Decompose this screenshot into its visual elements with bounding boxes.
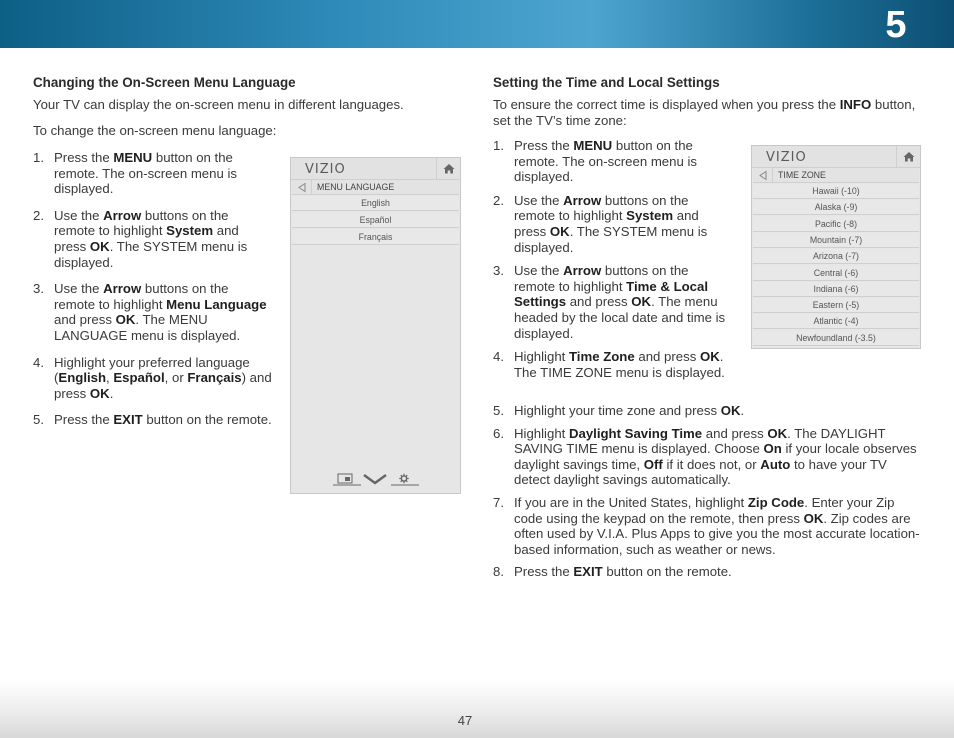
list-item bbox=[33, 208, 273, 270]
vizio-logo: VIZIO bbox=[305, 162, 346, 177]
bold-term: English bbox=[58, 370, 107, 386]
tv-time-zone-option: Mountain (-7) bbox=[753, 233, 919, 248]
text-run: and press bbox=[54, 223, 239, 254]
text-run: . The TIME ZONE menu is displayed. bbox=[514, 349, 725, 380]
tv-time-zone-screenshot bbox=[751, 145, 921, 349]
text-run: Use the bbox=[54, 207, 104, 223]
bold-term: MENU bbox=[573, 138, 613, 153]
bold-term: OK bbox=[720, 403, 741, 418]
text-run: To ensure the correct time is displayed when you press the bbox=[493, 97, 840, 112]
text-run: button on the remote. bbox=[142, 412, 272, 428]
text-run: ) and press bbox=[54, 370, 272, 401]
text-run: Press the bbox=[54, 150, 114, 165]
text-run: if it does not, or bbox=[662, 456, 761, 472]
step-text bbox=[54, 412, 272, 427]
text-run: Highlight your time zone and press bbox=[514, 403, 721, 418]
step-text bbox=[54, 281, 267, 343]
step-number: 2. bbox=[33, 207, 44, 223]
page-number: 47 bbox=[457, 713, 473, 728]
tv-option-espanol: Español bbox=[292, 213, 459, 228]
step-number: 3. bbox=[493, 263, 504, 279]
bold-term: Arrow bbox=[103, 281, 142, 297]
chevron-down-icon bbox=[364, 475, 386, 483]
step-number: 8. bbox=[493, 564, 504, 580]
step-text bbox=[514, 495, 920, 557]
bold-term: Arrow bbox=[563, 263, 602, 279]
bold-term: OK bbox=[803, 510, 824, 526]
home-icon bbox=[436, 158, 460, 180]
tv-time-zone-option: Newfoundland (-3.5) bbox=[753, 331, 919, 346]
list-item bbox=[493, 193, 731, 255]
bold-term: MENU bbox=[113, 150, 153, 165]
vizio-logo: VIZIO bbox=[766, 150, 807, 165]
bold-term: Time Zone bbox=[568, 349, 635, 365]
step-number: 1. bbox=[493, 138, 504, 153]
right-intro bbox=[493, 97, 925, 128]
text-run: and press bbox=[514, 208, 699, 239]
step-number: 3. bbox=[33, 281, 44, 297]
left-steps-list bbox=[33, 150, 273, 428]
bold-term: EXIT bbox=[113, 412, 143, 428]
list-item bbox=[493, 138, 731, 185]
text-run: buttons on the remote to highlight bbox=[514, 263, 689, 294]
list-item bbox=[493, 263, 731, 341]
footer-bar bbox=[0, 680, 954, 738]
text-run: and press bbox=[54, 312, 116, 328]
text-run: button, set the TV’s time zone: bbox=[493, 97, 916, 128]
bold-term: EXIT bbox=[573, 564, 603, 580]
step-text bbox=[514, 564, 732, 579]
step-text bbox=[54, 208, 247, 270]
bold-term: Off bbox=[643, 456, 663, 472]
list-item bbox=[33, 150, 273, 197]
text-run: buttons on the remote to highlight bbox=[54, 207, 229, 239]
bold-term: Español bbox=[113, 370, 165, 386]
bold-term: Auto bbox=[760, 456, 791, 472]
header-bar bbox=[0, 0, 954, 48]
bold-term: On bbox=[763, 441, 782, 457]
step-text bbox=[514, 403, 744, 418]
back-arrow-icon bbox=[753, 168, 773, 183]
list-item bbox=[493, 403, 925, 419]
step-text bbox=[514, 349, 725, 380]
bold-term: OK bbox=[115, 312, 136, 328]
bold-term: OK bbox=[89, 385, 110, 401]
text-run: if your locale observes daylight savings time, bbox=[514, 441, 917, 472]
text-run: Press the bbox=[514, 138, 574, 153]
text-run: Use the bbox=[54, 281, 104, 297]
bold-term: Arrow bbox=[563, 192, 602, 208]
step-number: 5. bbox=[33, 412, 44, 428]
left-heading: Changing the On-Screen Menu Language bbox=[33, 75, 296, 90]
text-run: , bbox=[106, 370, 114, 386]
text-run: Press the bbox=[514, 564, 574, 580]
text-run: . The DAYLIGHT SAVING TIME menu is displayed. Choose bbox=[514, 425, 886, 457]
tv-time-zone-option: Indiana (-6) bbox=[753, 282, 919, 297]
step-number: 4. bbox=[33, 354, 44, 370]
left-intro: Your TV can display the on-screen menu in different languages. bbox=[33, 97, 404, 112]
step-number: 7. bbox=[493, 494, 504, 510]
text-run: . The MENU LANGUAGE menu is displayed. bbox=[54, 312, 241, 343]
step-text bbox=[514, 263, 725, 340]
text-run: and press bbox=[634, 349, 700, 365]
tv-menu-title: MENU LANGUAGE bbox=[317, 182, 395, 192]
bold-term: Daylight Saving Time bbox=[568, 425, 703, 441]
widget-icon bbox=[333, 474, 361, 485]
list-item bbox=[33, 412, 273, 428]
text-run: . Zip codes are often used by V.I.A. Plus Apps to give you the most accurate location-based information, such as weather or news. bbox=[514, 510, 920, 557]
list-item bbox=[493, 564, 925, 580]
home-icon bbox=[896, 146, 920, 168]
bold-term: OK bbox=[549, 223, 570, 239]
bold-term: Français bbox=[187, 370, 242, 386]
tv-top-bar bbox=[291, 158, 460, 180]
bold-term: Menu Language bbox=[166, 296, 267, 312]
tv-time-zone-option: Hawaii (-10) bbox=[753, 184, 919, 199]
right-steps-list-narrow bbox=[493, 138, 731, 380]
tv-option-francais: Français bbox=[292, 230, 459, 245]
tv-option-english: English bbox=[292, 196, 459, 211]
gear-icon bbox=[391, 474, 419, 485]
bold-term: OK bbox=[767, 425, 788, 441]
tv-top-bar bbox=[752, 146, 920, 168]
step-number: 4. bbox=[493, 349, 504, 365]
list-item bbox=[33, 281, 273, 343]
step-number: 1. bbox=[33, 150, 44, 165]
tv-menu-title: TIME ZONE bbox=[778, 170, 826, 180]
text-run: . bbox=[109, 385, 114, 401]
step-number: 5. bbox=[493, 403, 504, 418]
step-text bbox=[514, 426, 917, 488]
bold-term: System bbox=[626, 208, 674, 224]
tv-time-zone-option: Central (-6) bbox=[753, 266, 919, 281]
text-run: button on the remote. bbox=[602, 564, 732, 580]
bold-term: OK bbox=[631, 294, 652, 310]
text-run: Press the bbox=[54, 412, 114, 428]
right-heading: Setting the Time and Local Settings bbox=[493, 75, 720, 90]
tv-time-zone-option: Alaska (-9) bbox=[753, 200, 919, 215]
text-run: If you are in the United States, highlight bbox=[514, 494, 748, 510]
list-item bbox=[33, 355, 273, 402]
text-run: and press bbox=[702, 425, 768, 441]
text-run: and press bbox=[566, 294, 632, 310]
list-item bbox=[493, 495, 925, 557]
text-run: to have your TV detect daylight savings automatically. bbox=[514, 456, 887, 488]
tv-menu-language-screenshot bbox=[290, 157, 461, 494]
text-run: button on the remote. The on-screen menu is displayed. bbox=[514, 138, 698, 185]
text-run: Highlight bbox=[514, 425, 569, 441]
tv-time-zone-option: Atlantic (-4) bbox=[753, 314, 919, 329]
tv-time-zone-option: Arizona (-7) bbox=[753, 249, 919, 264]
tv-bottom-icons bbox=[333, 472, 419, 486]
step-text bbox=[514, 138, 697, 184]
text-run: . bbox=[740, 403, 745, 418]
text-run: . The SYSTEM menu is displayed. bbox=[514, 223, 708, 255]
bold-term: Arrow bbox=[103, 207, 142, 223]
tv-time-zone-option: Eastern (-5) bbox=[753, 298, 919, 313]
bold-term: System bbox=[166, 223, 214, 239]
text-run: . The SYSTEM menu is displayed. bbox=[54, 238, 248, 270]
text-run: buttons on the remote to highlight bbox=[54, 281, 229, 312]
list-item bbox=[493, 349, 731, 380]
chapter-number: 5 bbox=[885, 4, 907, 46]
text-run: Highlight your preferred language ( bbox=[54, 354, 250, 386]
tv-menu-header bbox=[753, 168, 919, 183]
bold-term: Zip Code bbox=[747, 494, 805, 510]
tv-time-zone-option: Pacific (-8) bbox=[753, 217, 919, 232]
step-text bbox=[54, 355, 272, 401]
text-run: . The menu headed by the local date and time is displayed. bbox=[514, 294, 726, 341]
step-text bbox=[514, 193, 707, 255]
bold-term: OK bbox=[699, 349, 720, 365]
list-item bbox=[493, 426, 925, 488]
text-run: . Enter your Zip code using the keypad on the remote, then press bbox=[514, 494, 895, 526]
bold-term: Time & Local Settings bbox=[514, 278, 709, 310]
left-lead: To change the on-screen menu language: bbox=[33, 123, 277, 138]
bold-term: INFO bbox=[839, 97, 872, 112]
text-run: button on the remote. The on-screen menu is displayed. bbox=[54, 150, 238, 197]
step-text bbox=[54, 150, 237, 196]
tv-menu-header bbox=[292, 180, 459, 195]
text-run: buttons on the remote to highlight bbox=[514, 192, 689, 224]
text-run: Highlight bbox=[514, 349, 569, 365]
bold-term: OK bbox=[89, 238, 110, 254]
back-arrow-icon bbox=[292, 180, 312, 195]
text-run: Use the bbox=[514, 263, 564, 279]
step-number: 6. bbox=[493, 425, 504, 441]
text-run: Use the bbox=[514, 192, 564, 208]
step-number: 2. bbox=[493, 192, 504, 208]
text-run: , or bbox=[164, 370, 188, 386]
right-steps-list-wide bbox=[493, 403, 925, 580]
